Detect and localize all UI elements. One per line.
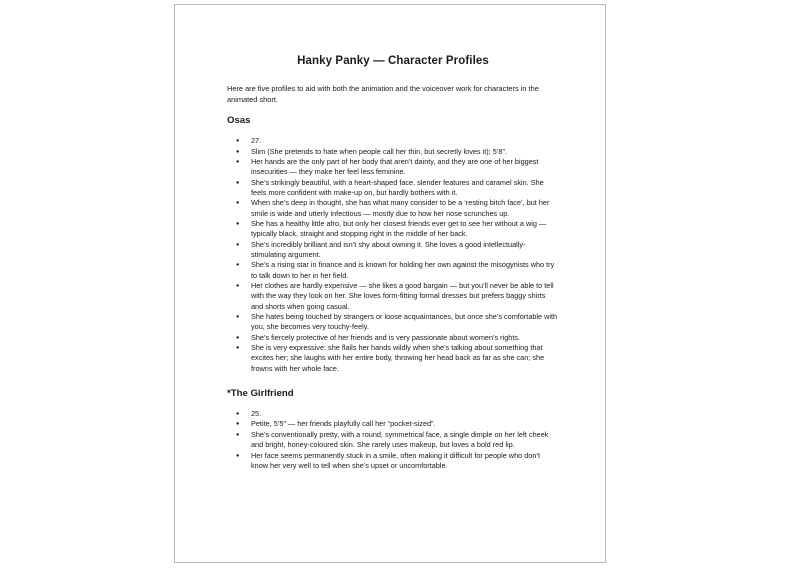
osas-profile-list bbox=[227, 136, 559, 374]
document-content bbox=[227, 55, 559, 485]
list-item: ● She is very expressive: she flails her hands wildly when she’s talking about something that excites her; she laughs with her entire body, throwing her head back as far as she can; she frowns with her whole face. bbox=[227, 343, 559, 374]
section-heading-osas: Osas bbox=[227, 115, 251, 127]
list-item: ● She’s conventionally pretty, with a round, symmetrical face, a single dimple on her left cheek and bright, honey-coloured skin. She rarely uses makeup, but loves a bold red lip. bbox=[227, 430, 559, 451]
list-item: ● She’s fiercely protective of her friends and is very passionate about women’s rights. bbox=[227, 333, 559, 343]
list-item: ● Her face seems permanently stuck in a smile, often making it difficult for people who don’t know her very well to tell when she’s upset or uncomfortable. bbox=[227, 451, 559, 472]
list-item: ● She’s a rising star in finance and is known for holding her own against the misogynists who try to talk down to her in her field. bbox=[227, 260, 559, 281]
list-item: ● She has a healthy little afro, but only her closest friends ever get to see her without a wig — typically black, straight and stopping right in the middle of her back. bbox=[227, 219, 559, 240]
section-heading-girlfriend: *The Girlfriend bbox=[227, 388, 294, 400]
list-item: ● 27. bbox=[227, 136, 559, 146]
list-item: ● Her hands are the only part of her body that aren’t dainty, and they are one of her biggest insecurities — they make her feel less feminine. bbox=[227, 157, 559, 178]
list-item: ● 25. bbox=[227, 409, 559, 419]
list-item: ● She’s incredibly brilliant and isn’t shy about owning it. She loves a good intellectually-stimulating argument. bbox=[227, 240, 559, 261]
list-item: ● Slim (She pretends to hate when people call her thin, but secretly loves it); 5’8”. bbox=[227, 147, 559, 157]
list-item: ● She’s strikingly beautiful, with a heart-shaped face, slender features and caramel skin. She feels more confident with make-up on, but hardly bothers with it. bbox=[227, 178, 559, 199]
list-item: ● She hates being touched by strangers or loose acquaintances, but once she’s comfortable with you, she becomes very touchy-feely. bbox=[227, 312, 559, 333]
intro-paragraph: Here are five profiles to aid with both the animation and the voiceover work for characters in the animated short. bbox=[227, 84, 539, 104]
list-item: ● Petite, 5’5” — her friends playfully call her “pocket-sized”. bbox=[227, 419, 559, 429]
document-page bbox=[174, 4, 606, 563]
document-title: Hanky Panky — Character Profiles bbox=[297, 55, 489, 67]
girlfriend-profile-list bbox=[227, 409, 559, 471]
list-item: ● When she’s deep in thought, she has what many consider to be a ‘resting bitch face’, but her smile is wide and utterly infectious — mostly due to how her nose scrunches up. bbox=[227, 198, 559, 219]
list-item: ● Her clothes are hardly expensive — she likes a good bargain — but you’ll never be able to tell with the way they look on her. She loves form-fitting formal dresses but prefers baggy shirts and shorts when going casual. bbox=[227, 281, 559, 312]
